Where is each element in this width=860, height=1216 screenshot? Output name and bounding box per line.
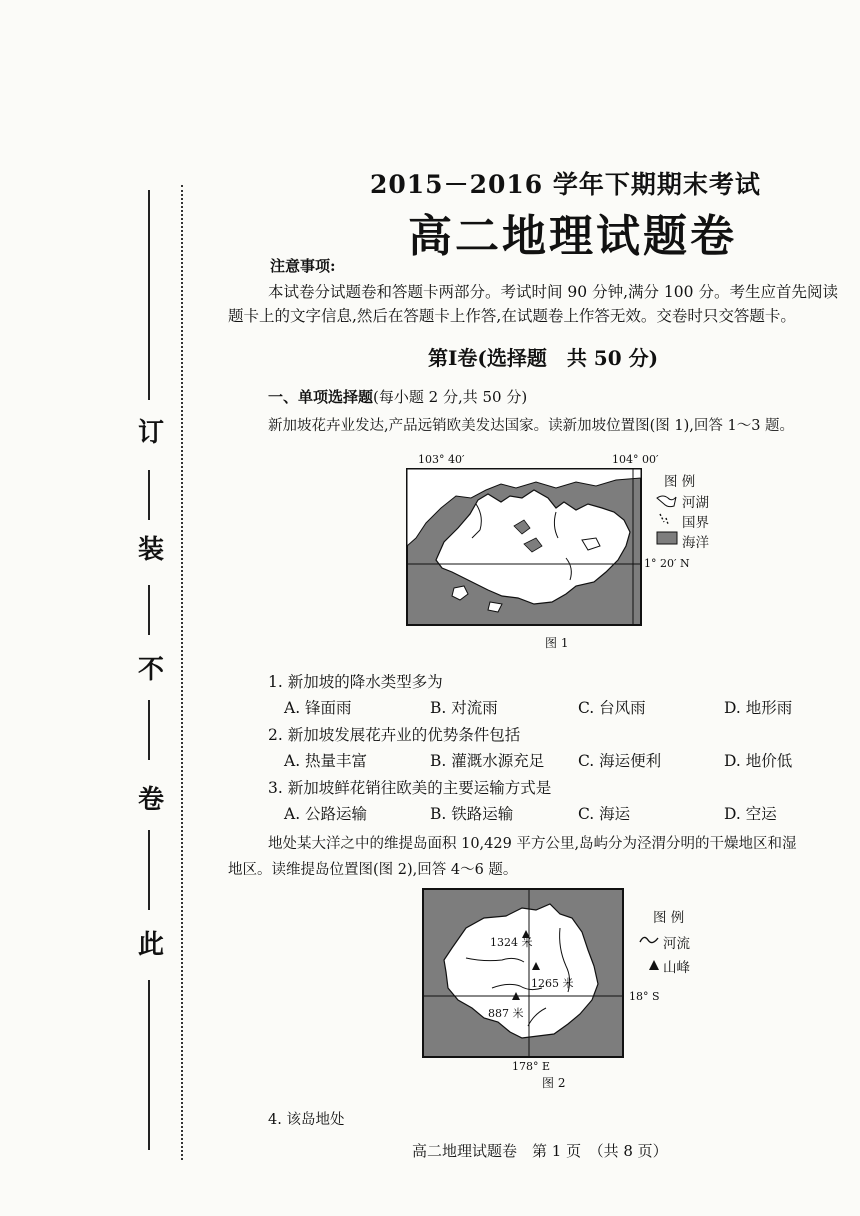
binding-char: 不 bbox=[137, 655, 164, 685]
binding-line bbox=[148, 700, 150, 760]
legend-swatches bbox=[638, 930, 662, 974]
binding-char: 装 bbox=[137, 535, 164, 565]
page-footer: 高二地理试题卷 第 1 页 （共 8 页） bbox=[412, 1142, 668, 1160]
question-stem: 2. 新加坡发展花卉业的优势条件包括 bbox=[268, 726, 521, 744]
binding-line bbox=[148, 585, 150, 635]
binding-char: 订 bbox=[137, 418, 164, 448]
viti-levu-map bbox=[422, 888, 624, 1058]
option: C. 海运 bbox=[578, 805, 631, 823]
binding-line bbox=[148, 470, 150, 520]
peak-label: 887 米 bbox=[488, 1007, 524, 1020]
notice-line: 本试卷分试题卷和答题卡两部分。考试时间 90 分钟,满分 100 分。考生应首先阅读 bbox=[268, 283, 838, 301]
option: B. 对流雨 bbox=[430, 699, 498, 717]
notice-heading: 注意事项: bbox=[270, 257, 336, 275]
binding-line bbox=[148, 830, 150, 910]
section-heading-note: (每小题 2 分,共 50 分) bbox=[373, 388, 528, 406]
section-heading bbox=[268, 386, 527, 407]
legend-label: 海洋 bbox=[682, 535, 709, 551]
figure-caption: 图 1 bbox=[545, 636, 569, 650]
page-title: 高二地理试题卷 bbox=[408, 211, 737, 262]
ocean-swatch bbox=[657, 532, 677, 544]
option: B. 灌溉水源充足 bbox=[430, 752, 545, 770]
legend-title: 图 例 bbox=[664, 474, 696, 490]
binding-line bbox=[148, 980, 150, 1150]
question-intro: 新加坡花卉业发达,产品远销欧美发达国家。读新加坡位置图(图 1),回答 1～3 题。 bbox=[268, 418, 795, 434]
longitude-label: 178° E bbox=[512, 1060, 551, 1073]
option: D. 空运 bbox=[724, 805, 777, 823]
binding-char: 卷 bbox=[137, 785, 164, 815]
question-stem: 4. 该岛地处 bbox=[268, 1112, 345, 1128]
peak-label: 1265 米 bbox=[531, 977, 574, 990]
option: A. 热量丰富 bbox=[284, 752, 368, 770]
longitude-label: 103° 40′ bbox=[418, 453, 465, 466]
option: B. 铁路运输 bbox=[430, 805, 514, 823]
lake-river-swatch bbox=[657, 496, 676, 507]
option: A. 锋面雨 bbox=[284, 699, 352, 717]
legend-label: 国界 bbox=[682, 515, 709, 531]
option: C. 台风雨 bbox=[578, 699, 646, 717]
exam-year: 2015－2016 学年下期期末考试 bbox=[370, 170, 761, 199]
section-heading-main: 一、单项选择题 bbox=[268, 388, 374, 406]
option: C. 海运便利 bbox=[578, 752, 662, 770]
peak-swatch bbox=[649, 960, 659, 970]
binding-dotted-line bbox=[181, 185, 183, 1160]
legend-label: 河流 bbox=[663, 936, 690, 952]
singapore-map bbox=[406, 468, 642, 626]
option: D. 地价低 bbox=[724, 752, 793, 770]
option: A. 公路运输 bbox=[284, 805, 368, 823]
figure-caption: 图 2 bbox=[542, 1076, 566, 1090]
peak-label: 1324 米 bbox=[490, 936, 533, 949]
river-swatch bbox=[640, 937, 658, 942]
legend-title: 图 例 bbox=[653, 910, 685, 926]
longitude-label: 104° 00′ bbox=[612, 453, 659, 466]
question-intro: 地处某大洋之中的维提岛面积 10,429 平方公里,岛屿分为泾渭分明的干燥地区和湿 bbox=[268, 836, 797, 852]
latitude-label: 18° S bbox=[629, 990, 660, 1003]
legend-label: 山峰 bbox=[663, 960, 690, 976]
question-stem: 1. 新加坡的降水类型多为 bbox=[268, 673, 443, 691]
binding-line bbox=[148, 190, 150, 400]
part-title: 第Ⅰ卷(选择题 共 50 分) bbox=[428, 346, 659, 370]
notice-line: 题卡上的文字信息,然后在答题卡上作答,在试题卷上作答无效。交卷时只交答题卡。 bbox=[228, 307, 796, 325]
question-stem: 3. 新加坡鲜花销往欧美的主要运输方式是 bbox=[268, 779, 552, 797]
latitude-label: 1° 20′ N bbox=[644, 557, 690, 570]
option: D. 地形雨 bbox=[724, 699, 793, 717]
binding-char: 此 bbox=[137, 930, 164, 960]
border-swatch bbox=[660, 514, 668, 524]
question-intro: 地区。读维提岛位置图(图 2),回答 4～6 题。 bbox=[228, 862, 518, 878]
legend-label: 河湖 bbox=[682, 495, 709, 511]
legend-swatches bbox=[654, 492, 680, 554]
